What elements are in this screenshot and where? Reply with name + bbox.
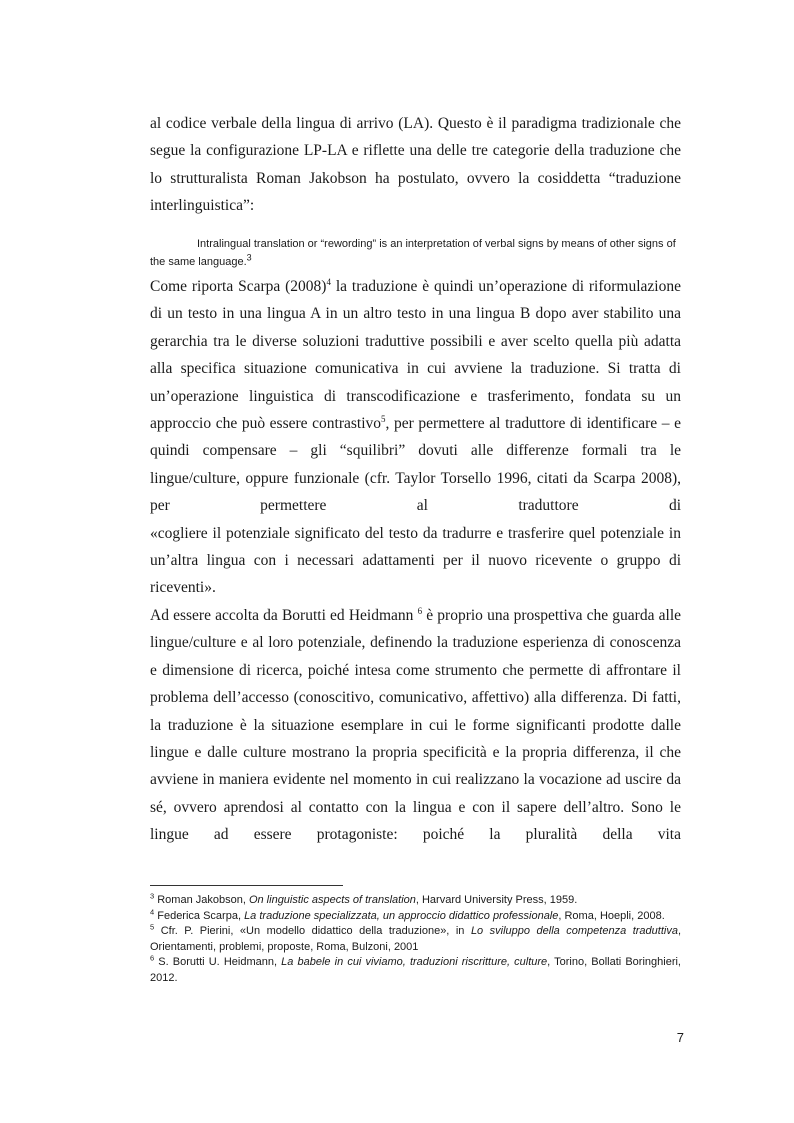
paragraph-borutti: [150, 602, 681, 849]
paragraph-text: la traduzione è quindi un’operazione di riformulazione di un testo in una lingua A in un altro testo in una lingua B dopo aver stabilito una gerarchia tra le diverse soluzioni traduttive possibili e aver scelto quella più adatta alla specifica situazione comunicativa in cui avviene la traduzione. Si tratta di un’operazione linguistica di transcodificazione e trasferimento, fondata su un approccio che può essere contrastivo: [150, 278, 681, 433]
footnote-ref-6: 6: [417, 605, 423, 616]
footnote-text: S. Borutti U. Heidmann,: [158, 956, 282, 968]
body-paragraph-top: [150, 110, 681, 220]
quote-text: Intralingual translation or “rewording” is an interpretation of verbal signs by means of other signs of the same language.: [150, 238, 676, 268]
footnote-title: La babele in cui viviamo, traduzioni riscritture, culture: [281, 956, 548, 968]
footnote-text: , Orientamenti, problemi, proposte, Roma, Bulzoni, 2001: [150, 925, 682, 953]
footnote-title: On linguistic aspects of translation: [248, 894, 416, 906]
footnote-number: 4: [150, 906, 155, 916]
paragraph-text: , per permettere al traduttore di identificare – e quindi compensare – gli “squilibri” dovuti alle differenze formali tra le lingue/culture, oppure funzionale (cfr. Taylor Torsello 1996, citati da Scarpa 2008),: [150, 415, 681, 487]
footnote: [150, 924, 681, 955]
paragraph-text: Come riporta Scarpa (2008): [150, 278, 327, 295]
paragraph-text: al codice verbale della lingua di arrivo (LA). Questo è il paradigma tradizionale che segue la configurazione LP-LA e riflette una delle tre categorie della traduzione che lo strutturalista Roman Jakobson ha postulato, ovvero la cosiddetta “traduzione interlinguistica”:: [150, 115, 681, 215]
footnote-text: Cfr. P. Pierini, «Un modello didattico della traduzione», in: [160, 925, 471, 937]
footnote-number: 5: [150, 922, 155, 932]
paragraph-quotation: «cogliere il potenziale significato del testo da tradurre e trasferire quel potenziale in un’altra lingua con i necessari adattamenti per il nuovo ricevente o gruppo di riceventi».: [150, 524, 681, 597]
paragraph-text: Ad essere accolta da Borutti ed Heidmann: [150, 606, 414, 624]
block-quote: [150, 235, 681, 271]
footnote: [150, 893, 681, 909]
footnote-number: 3: [150, 891, 155, 901]
footnote-number: 6: [150, 953, 155, 963]
footnote-separator: [150, 885, 343, 886]
footnote-title: La traduzione specializzata, un approccio didattico professionale: [244, 909, 559, 922]
paragraph-text: è proprio una prospettiva che guarda alle lingue/culture e al loro potenziale, definendo la traduzione esperienza di conoscenza e dimensione di ricerca, poiché intesa come strumento che permette di affrontare il problema dell’accesso (conoscitivo, comunicativo, affettivo) alla differenza. Di fatti, la traduzione è la situazione esemplare in cui le forme significanti prodotte dalle lingue e dalle culture mostrano la propria specificità e la propria differenza, il che avviene in maniera evidente nel momento in cui realizzano la vocazione ad uscire da sé, ovvero aprendosi al contatto con la lingua e con il sapere dell’altro. Sono le lingue ad essere protagoniste: poiché la pluralità della vita: [150, 606, 682, 844]
footnote-text: , Torino, Bollati Boringhieri, 2012.: [150, 956, 681, 984]
footnote-text: Roman Jakobson,: [157, 894, 249, 906]
footnote-ref-4: 4: [326, 276, 331, 287]
body-main: [150, 273, 681, 849]
footnote-ref-5: 5: [381, 413, 386, 424]
footnote-text: , Harvard University Press, 1959.: [415, 894, 578, 906]
footnotes: [150, 893, 681, 986]
footnote-text: Federica Scarpa,: [157, 909, 245, 922]
page-number: 7: [676, 1030, 684, 1045]
footnote-title: Lo sviluppo della competenza traduttiva: [470, 925, 678, 937]
paragraph-spread-line: per permettere al traduttore di: [150, 497, 681, 515]
paragraph-scarpa: [150, 273, 681, 492]
footnote: [150, 906, 681, 925]
footnote-text: , Roma, Hoepli, 2008.: [558, 909, 665, 922]
footnote: [150, 955, 681, 986]
footnote-ref-3: 3: [246, 252, 252, 263]
